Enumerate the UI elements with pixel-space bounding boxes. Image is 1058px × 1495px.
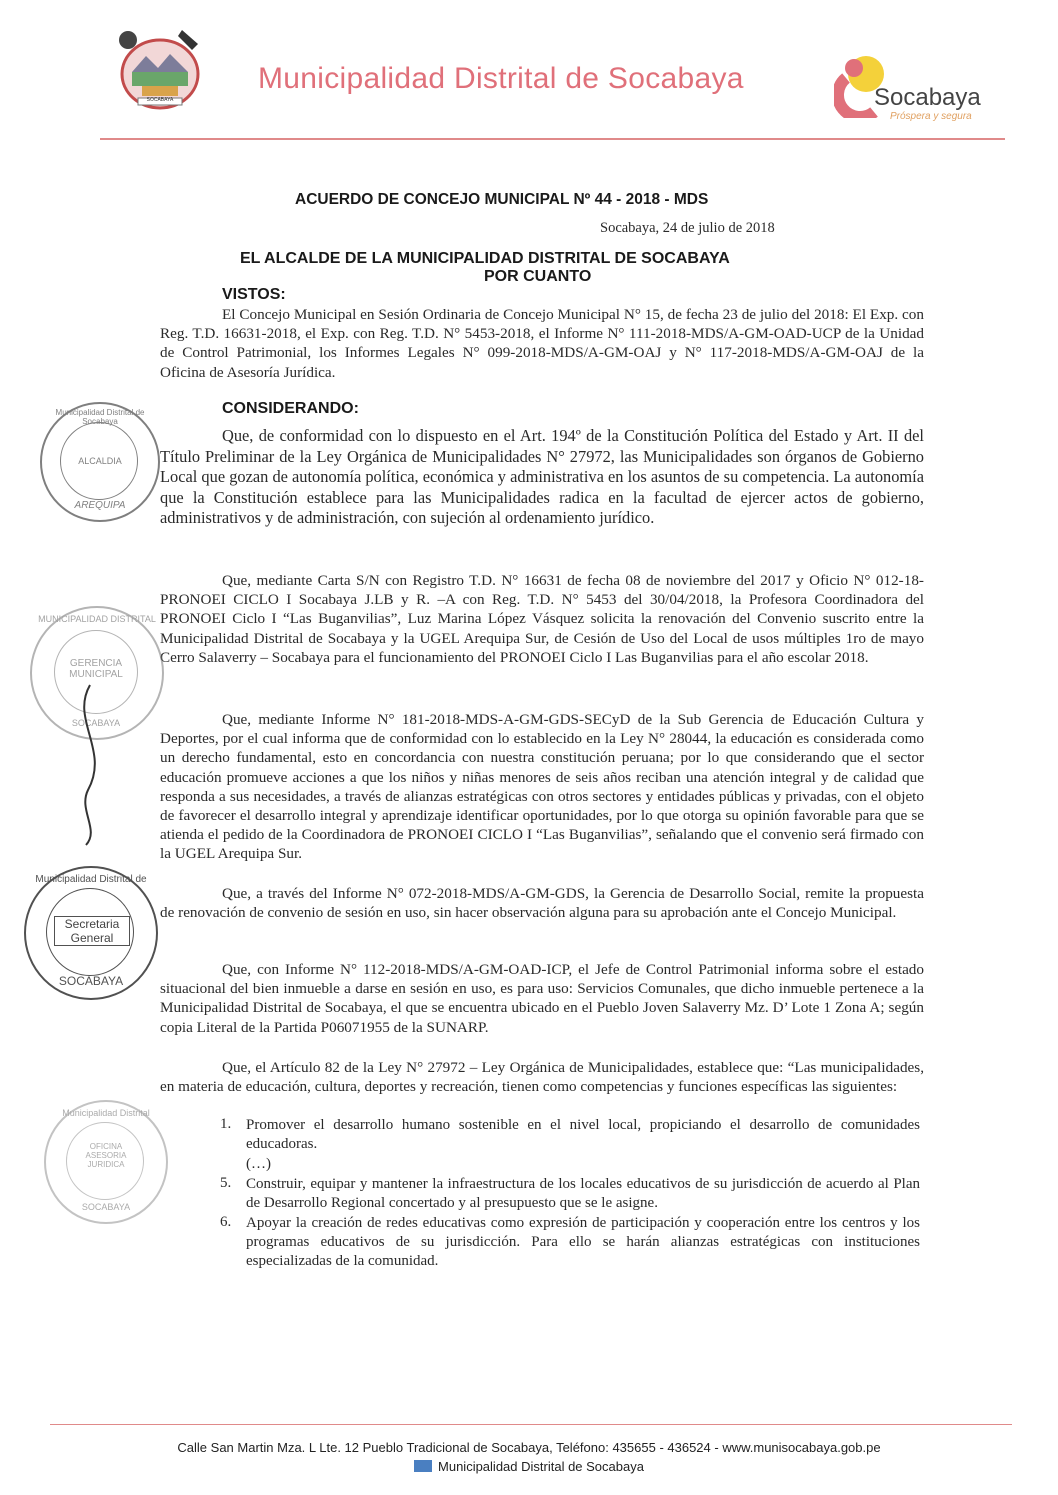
secretaria-stamp-outer: Municipalidad Distrital de xyxy=(35,874,147,885)
paragraph-6-text: Que, el Artículo 82 de la Ley N° 27972 – Ley Orgánica de Municipalidades, establece que: “Las municipalidades, en materia de educación, cultura, deportes y recreación, tienen como competencias y funciones específicas las siguientes: xyxy=(160,1059,924,1096)
gerencia-stamp-bottom: SOCABAYA xyxy=(71,718,121,728)
footer-name xyxy=(0,1459,1058,1474)
list-number-5: 5. xyxy=(220,1175,232,1191)
paragraph-6 xyxy=(160,1058,924,1096)
alcaldia-stamp-outer: Municipalidad Distrital de Socabaya xyxy=(55,408,145,426)
authority-line-2: POR CUANTO xyxy=(484,268,592,285)
paragraph-2 xyxy=(160,571,924,667)
paragraph-3-text: Que, mediante Informe N° 181-2018-MDS-A-GM-GDS-SECyD de la Sub Gerencia de Educación Cultura y Deportes, por el cual informa que de conformidad con lo establecido en la Ley N° 28044, la educación es considerada como un derecho fundamental, esto en concordancia con nuestra constitución peruana; por lo que considerando que el sector educación promueve acciones a que los niños y niñas menores de seis años reciban una atención integral y de calidad que responda a sus necesidades, a través de alianzas estratégicas con otros sectores y entidades públicas y privadas, con el objeto de favorecer el desarrollo integral y aprendizaje identificar oportunidades, por lo que otorga su opinión favorable para que se atienda el pedido de la Coordinadora de PRONOEI CICLO I “Las Buganvilias”, señalando que el convenio será firmado con la UGEL Arequipa Sur. xyxy=(160,711,924,863)
secretaria-stamp xyxy=(24,866,158,1000)
list-number-1: 1. xyxy=(220,1116,232,1132)
paragraph-2-text: Que, mediante Carta S/N con Registro T.D. N° 16631 de fecha 08 de noviembre del 2017 y Oficio N° 012-18-PRONOEI CICLO I Socabaya J.LB y R. –A con Reg. T.D. N° 5453 del 30/04/2018, la Profesora Coordinadora del PRONOEI Ciclo I “Las Buganvilias”, Luz Marina López Vásquez solicita la renovación del Convenio suscrito entre la Municipalidad Distrital de Socabaya y la UGEL Arequipa Sur, de Cesión de Uso del Local de usos múltiples 1ro de mayo Cerro Salaverry – Socabaya para el funcionamiento del PRONOEI Ciclo I Las Buganvilias para el año escolar 2018. xyxy=(160,572,924,666)
considerando-heading: CONSIDERANDO: xyxy=(222,400,359,417)
vistos-heading: VISTOS: xyxy=(222,286,286,303)
asesoria-stamp-bottom: SOCABAYA xyxy=(81,1202,131,1212)
brand-tagline: Próspera y segura xyxy=(890,111,972,122)
building-icon xyxy=(414,1460,432,1472)
vistos-text: El Concejo Municipal en Sesión Ordinaria de Concejo Municipal N° 15, de fecha 23 de julio del 2018: El Exp. con Reg. T.D. 16631-2018, el Exp. con Reg. T.D. N° 5453-2018, el Informe N° 111-2018-MDS/A-GM-OAD-UCP de la Unidad de Control Patrimonial, los Informes Legales N° 099-2018-MDS/A-GM-OAJ y N° 117-2018-MDS/A-GM-OAJ de la Oficina de Asesoría Jurídica. xyxy=(160,306,924,381)
asesoria-stamp-outer: Municipalidad Distrital xyxy=(62,1108,150,1118)
footer-name-text: Municipalidad Distrital de Socabaya xyxy=(438,1459,644,1474)
crest-banner-text: SOCABAYA xyxy=(146,97,174,103)
paragraph-1 xyxy=(160,426,924,529)
municipal-crest xyxy=(112,24,208,112)
gerencia-stamp-outer: MUNICIPALIDAD DISTRITAL xyxy=(38,614,156,624)
paragraph-1-text: Que, de conformidad con lo dispuesto en el Art. 194º de la Constitución Política del Estado y Art. II del Título Preliminar de la Ley Orgánica de Municipalidades N° 27972, las Municipalidades son órganos de Gobierno Local que gozan de autonomía política, económica y administrativa en los asuntos de su competencia. La autonomía que la Constitución establece para las Municipalidades radica en la facultad de ejercer actos de gobierno, administrativos y de administración, con sujeción al ordenamiento jurídico. xyxy=(160,426,924,528)
brand-name: Socabaya xyxy=(874,84,981,111)
paragraph-3 xyxy=(160,710,924,864)
list-item-6: Apoyar la creación de redes educativas como expresión de participación y cooperación entre los centros y los programas educativos de su jurisdicción. Para ello se harán alianzas estratégicas con instituciones especializadas de la comunidad. xyxy=(246,1215,920,1269)
header-title: Municipalidad Distrital de Socabaya xyxy=(258,62,744,95)
alcaldia-stamp xyxy=(40,402,160,522)
paragraph-4 xyxy=(160,884,924,922)
header-divider xyxy=(100,138,1005,140)
alcaldia-stamp-inner: ALCALDIA xyxy=(78,456,122,466)
paragraph-4-text: Que, a través del Informe N° 072-2018-MDS/A-GM-GDS, la Gerencia de Desarrollo Social, remite la propuesta de renovación de convenio de sesión en uso, sin hacer observación alguna para su aprobación ante el Concejo Municipal. xyxy=(160,885,924,922)
alcaldia-stamp-bottom: AREQUIPA xyxy=(74,500,126,511)
paragraph-5 xyxy=(160,960,924,1037)
list-item-5: Construir, equipar y mantener la infraestructura de los locales educativos de su jurisdicción de acuerdo al Plan de Desarrollo Regional concertado y al presupuesto que se le asigne. xyxy=(246,1176,920,1211)
vistos-paragraph xyxy=(160,305,924,382)
gerencia-stamp-inner: GERENCIA MUNICIPAL xyxy=(69,658,123,680)
footer-address: Calle San Martin Mza. L Lte. 12 Pueblo Tradicional de Socabaya, Teléfono: 435655 - 436524 - www.munisocabaya.gob.pe xyxy=(177,1440,881,1455)
secretaria-stamp-inner: Secretaria General xyxy=(54,916,130,946)
signature-scribble xyxy=(60,680,120,850)
document-date: Socabaya, 24 de julio de 2018 xyxy=(600,220,775,236)
brand-logo xyxy=(834,48,1004,128)
secretaria-stamp-bottom: SOCABAYA xyxy=(58,974,124,988)
list-number-6: 6. xyxy=(220,1214,232,1230)
list-item-ellipsis: (…) xyxy=(246,1156,271,1172)
document-title: ACUERDO DE CONCEJO MUNICIPAL Nº 44 - 2018 - MDS xyxy=(295,191,709,208)
footer-divider xyxy=(50,1424,1012,1425)
asesoria-stamp xyxy=(44,1100,168,1224)
list-item-1: Promover el desarrollo humano sostenible en el nivel local, propiciando el desarrollo de comunidades educadoras. xyxy=(246,1117,920,1152)
asesoria-stamp-inner: OFICINA ASESORIA JURIDICA xyxy=(85,1142,127,1169)
paragraph-5-text: Que, con Informe N° 112-2018-MDS/A-GM-OAD-ICP, el Jefe de Control Patrimonial informa sobre el estado situacional del bien inmueble a darse en sesión en uso, es para uso: Servicios Comunales, que dicho inmueble pertenece a la Municipalidad Distrital de Socabaya, el que se encuentra ubicado en el Pueblo Joven Salaverry Mz. D’ Lote 1 Zona A; según copia Literal de la Partida P06071955 de la SUNARP. xyxy=(160,961,924,1036)
authority-line-1: EL ALCALDE DE LA MUNICIPALIDAD DISTRITAL DE SOCABAYA xyxy=(240,250,730,267)
